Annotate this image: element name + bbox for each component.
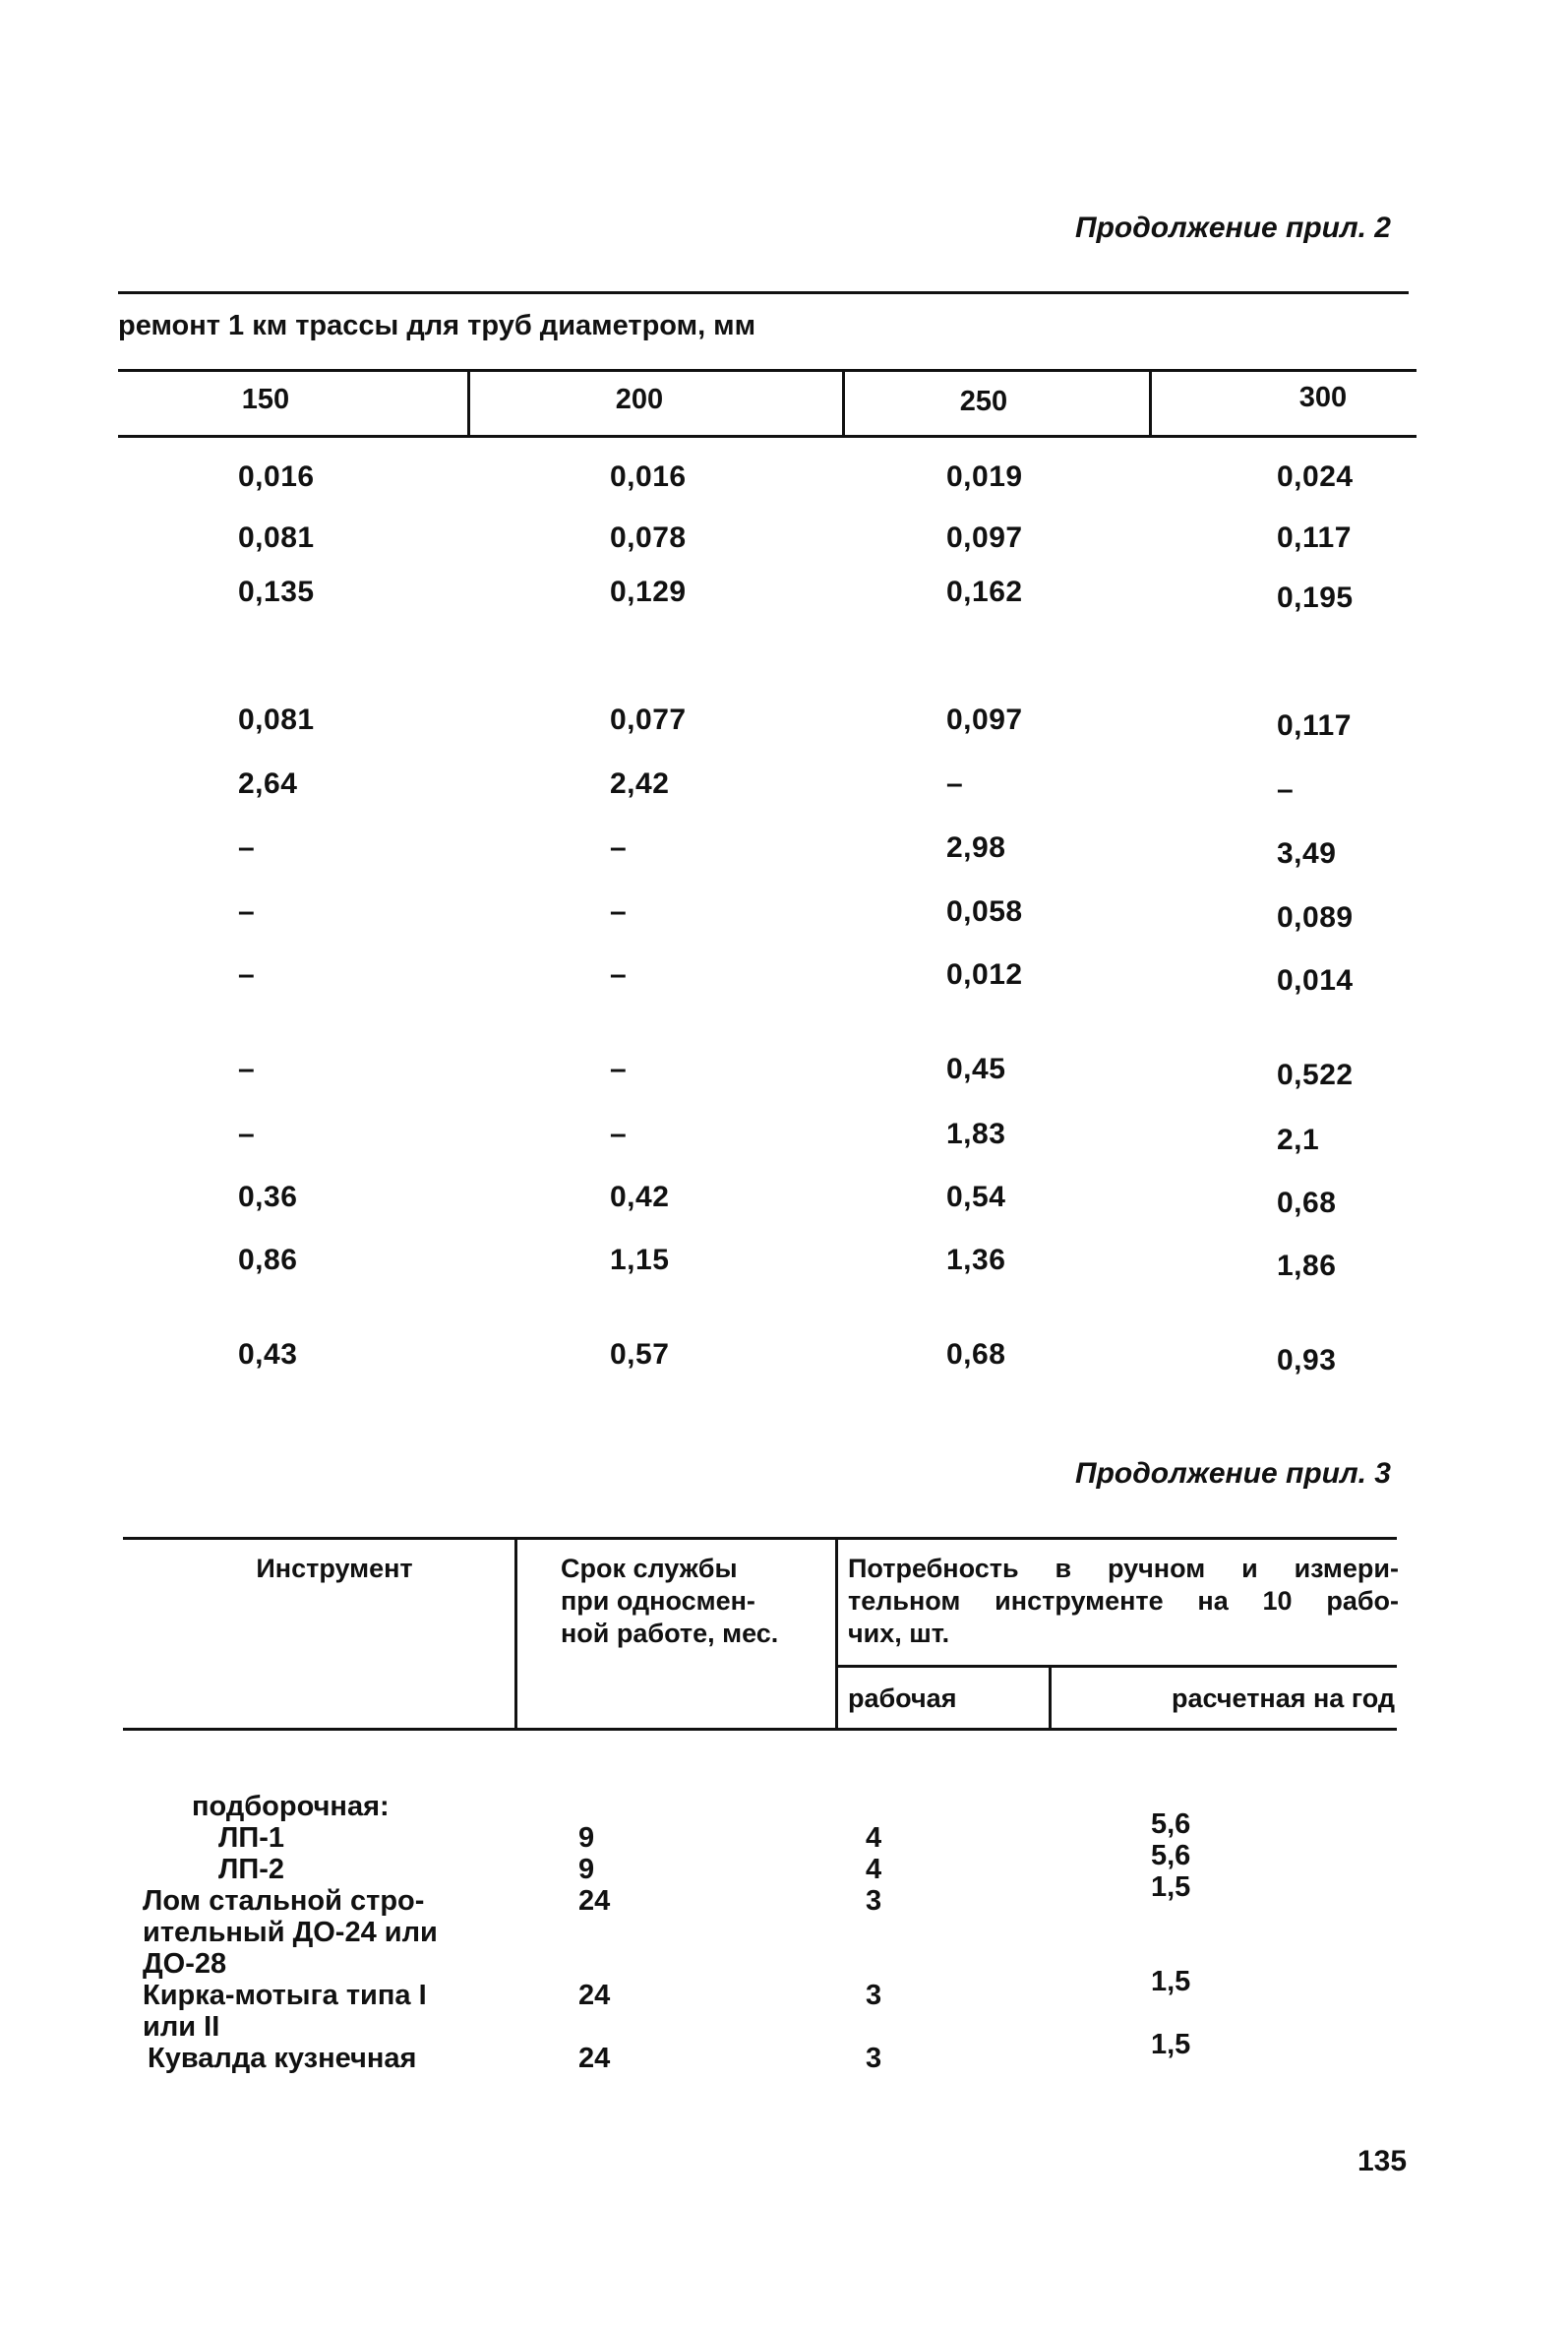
table1-header-rule-bottom	[118, 435, 1417, 438]
table2-col-divider	[835, 1540, 838, 1728]
table1-cell: –	[946, 767, 964, 800]
table2-cell-life: 9	[578, 1822, 595, 1854]
table1-colhead-200: 200	[615, 384, 664, 415]
table2-header-bottom-rule	[123, 1728, 1397, 1731]
table1-cell: 0,117	[1277, 521, 1352, 554]
table2-head-service-life	[561, 1553, 826, 1650]
name-line: ительный ДО-24 или	[143, 1917, 438, 1948]
table2-subheader-rule	[836, 1665, 1397, 1668]
table1-cell: 0,016	[238, 460, 315, 493]
table1-cell: 0,45	[946, 1053, 1006, 1085]
table1-cell: 0,089	[1277, 901, 1354, 934]
table1-cell: –	[238, 1118, 256, 1150]
table1-cell: 0,43	[238, 1338, 298, 1371]
table2-cell-estimated: 1,5	[1151, 2029, 1191, 2060]
table2-row-name	[143, 1980, 427, 2043]
table1-top-rule	[118, 291, 1409, 294]
table2-col-divider	[514, 1540, 517, 1728]
table2-row-name	[192, 1791, 390, 1822]
table1-cell: 0,058	[946, 895, 1023, 928]
page-number: 135	[1357, 2145, 1408, 2177]
table2-caption: Продолжение прил. 3	[1075, 1457, 1391, 1490]
table1-cell: 0,012	[946, 958, 1023, 991]
table1-cell: 1,36	[946, 1244, 1006, 1276]
table1-cell: –	[238, 1053, 256, 1085]
table1-cell: 2,98	[946, 831, 1006, 864]
name-line: Кирка-мотыга типа I	[143, 1980, 427, 2011]
header-line: Срок службы	[561, 1554, 738, 1583]
table2-row-name	[218, 1822, 284, 1854]
name-line: ЛП-1	[218, 1822, 284, 1854]
table1-cell: 0,078	[610, 521, 687, 554]
table2-cell-estimated: 5,6	[1151, 1840, 1191, 1871]
table1-caption: Продолжение прил. 2	[1075, 212, 1391, 244]
table2-cell-life: 9	[578, 1854, 595, 1885]
table1-header-rule-top	[118, 369, 1417, 372]
table1-colhead-250: 250	[959, 386, 1008, 417]
table2-cell-estimated: 5,6	[1151, 1808, 1191, 1840]
table1-colhead-150: 150	[241, 384, 290, 415]
table1-cell: 0,129	[610, 576, 687, 608]
table1-colhead-300: 300	[1298, 382, 1348, 413]
table1-cell: 1,15	[610, 1244, 670, 1276]
table1-cell: 0,42	[610, 1181, 670, 1213]
name-line: ДО-28	[143, 1948, 227, 1980]
table2-top-rule	[123, 1537, 1397, 1540]
table1-cell: 2,64	[238, 767, 298, 800]
table1-group-header: ремонт 1 км трассы для труб диаметром, мм	[118, 310, 756, 341]
table1-cell: 0,57	[610, 1338, 670, 1371]
table1-cell: –	[610, 958, 628, 991]
table2-cell-life: 24	[578, 1885, 611, 1917]
table2-cell-estimated: 1,5	[1151, 1871, 1191, 1903]
header-line: чих, шт.	[848, 1619, 950, 1648]
table1-cell: 0,019	[946, 460, 1023, 493]
table1-cell: 0,014	[1277, 964, 1354, 997]
table1-cell: 0,68	[1277, 1187, 1337, 1219]
table2-head-working: рабочая	[848, 1683, 957, 1713]
table1-col-divider	[1149, 372, 1152, 435]
table1-cell: –	[610, 895, 628, 928]
table2-head-need	[848, 1553, 1399, 1650]
table2-row-name	[143, 1885, 438, 1980]
table1-col-divider	[842, 372, 845, 435]
table1-cell: –	[238, 895, 256, 928]
table1-cell: 1,86	[1277, 1250, 1337, 1282]
table1-cell: 0,097	[946, 704, 1023, 736]
table2-row-name	[218, 1854, 284, 1885]
table2-cell-working: 3	[866, 1980, 882, 2011]
table2-row-name	[148, 2043, 416, 2074]
table1-cell: 0,135	[238, 576, 315, 608]
table1-cell: 0,081	[238, 521, 315, 554]
table1-cell: –	[610, 831, 628, 864]
name-line: подборочная:	[192, 1791, 390, 1822]
table2-head-tool: Инструмент	[256, 1554, 413, 1583]
name-line: или II	[143, 2011, 220, 2043]
table1-cell: 0,016	[610, 460, 687, 493]
table1-cell: 0,024	[1277, 460, 1354, 493]
table1-cell: –	[238, 831, 256, 864]
header-line: тельном инструменте на 10 рабо-	[848, 1586, 1399, 1616]
table1-cell: 0,162	[946, 576, 1023, 608]
table1-cell: 0,195	[1277, 581, 1354, 614]
table2-cell-working: 4	[866, 1854, 882, 1885]
table2-head-estimated: расчетная на год	[1172, 1683, 1395, 1713]
table1-cell: 2,1	[1277, 1124, 1320, 1156]
table1-cell: 0,93	[1277, 1344, 1337, 1377]
table1-cell: –	[238, 958, 256, 991]
table1-cell: 0,077	[610, 704, 687, 736]
table1-cell: –	[610, 1118, 628, 1150]
table1-cell: 1,83	[946, 1118, 1006, 1150]
table2-cell-estimated: 1,5	[1151, 1966, 1191, 1997]
table1-cell: 0,54	[946, 1181, 1006, 1213]
table1-cell: 0,522	[1277, 1059, 1354, 1091]
header-line: при односмен-	[561, 1586, 755, 1616]
table2-cell-working: 4	[866, 1822, 882, 1854]
table1-cell: 0,36	[238, 1181, 298, 1213]
table1-cell: 2,42	[610, 767, 670, 800]
table1-col-divider	[467, 372, 470, 435]
header-line: Потребность в ручном и измери-	[848, 1554, 1399, 1583]
table1-cell: –	[1277, 773, 1295, 806]
table2-cell-working: 3	[866, 2043, 882, 2074]
table1-cell: –	[610, 1053, 628, 1085]
table1-cell: 0,097	[946, 521, 1023, 554]
table2-col-divider	[1049, 1668, 1052, 1728]
table1-cell: 0,117	[1277, 709, 1352, 742]
table1-cell: 3,49	[1277, 837, 1337, 870]
table2-cell-life: 24	[578, 2043, 611, 2074]
table2-cell-life: 24	[578, 1980, 611, 2011]
name-line: Кувалда кузнечная	[148, 2043, 417, 2074]
header-line: ной работе, мес.	[561, 1619, 779, 1648]
table1-cell: 0,68	[946, 1338, 1006, 1371]
table1-cell: 0,86	[238, 1244, 298, 1276]
table1-cell: 0,081	[238, 704, 315, 736]
name-line: ЛП-2	[218, 1854, 284, 1885]
table2-cell-working: 3	[866, 1885, 882, 1917]
name-line: Лом стальной стро-	[143, 1885, 425, 1917]
